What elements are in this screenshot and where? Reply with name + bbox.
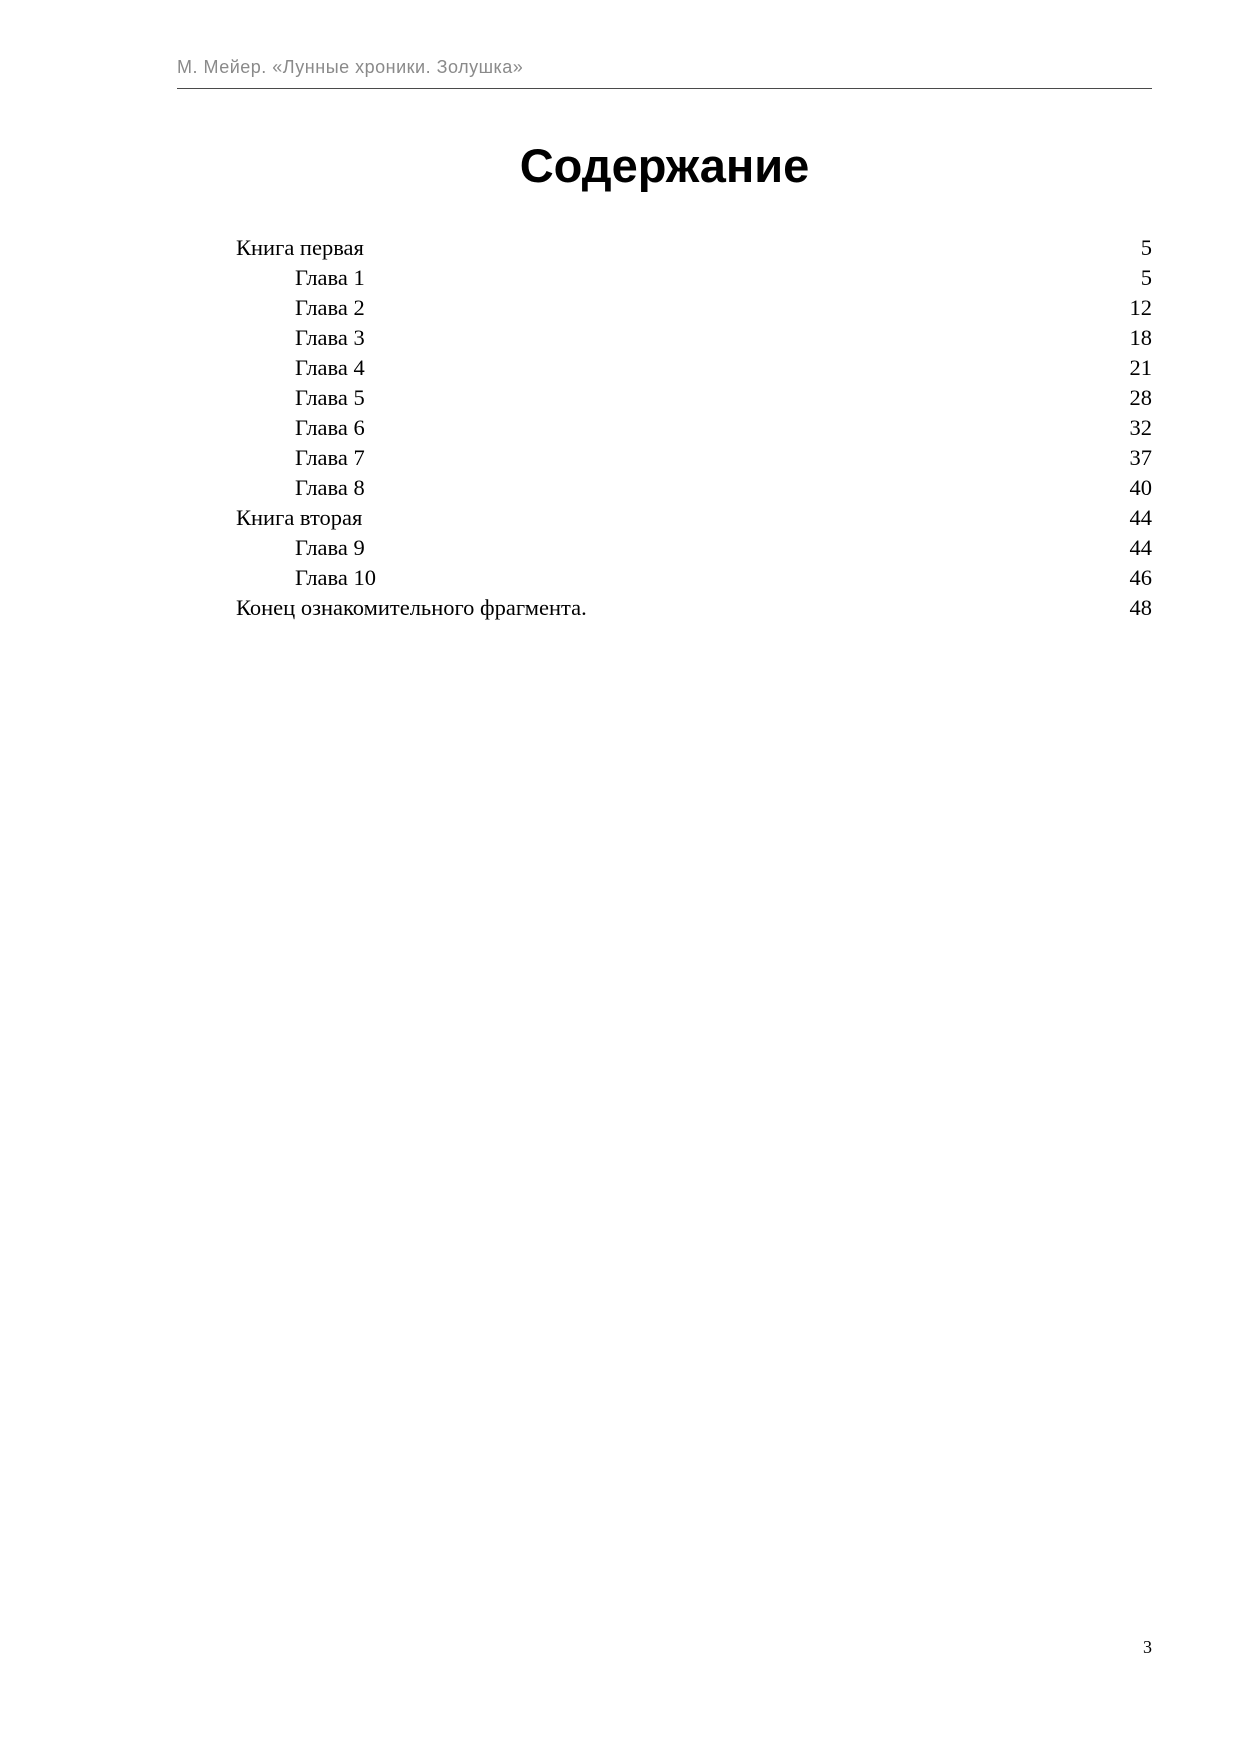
toc-entry-page: 12: [1129, 295, 1152, 320]
toc-entry-label: Глава 10: [295, 565, 376, 590]
header-divider: [177, 88, 1152, 89]
toc-entry-page: 44: [1129, 505, 1152, 530]
toc-entry-label: Глава 1: [295, 265, 365, 290]
toc-entry-chapter-8[interactable]: [236, 473, 1152, 503]
toc-entry-page: 44: [1129, 535, 1152, 560]
toc-entry-label: Глава 3: [295, 325, 365, 350]
toc-entry-page: 18: [1129, 325, 1152, 350]
toc-entry-label: Глава 9: [295, 535, 365, 560]
toc-entry-end-of-fragment[interactable]: [236, 593, 1152, 623]
page-number: 3: [1143, 1637, 1152, 1657]
toc-entry-label: Глава 5: [295, 385, 365, 410]
toc-entry-book-2[interactable]: [236, 503, 1152, 533]
toc-entry-page: 46: [1129, 565, 1152, 590]
toc-entry-label: Глава 6: [295, 415, 365, 440]
toc-entry-page: 5: [1140, 265, 1152, 290]
toc-entry-page: 32: [1129, 415, 1152, 440]
toc-entry-book-1[interactable]: [236, 233, 1152, 263]
toc-entry-label: Конец ознакомительного фрагмента.: [236, 595, 587, 620]
toc-entry-chapter-4[interactable]: [236, 353, 1152, 383]
toc-entry-chapter-7[interactable]: [236, 443, 1152, 473]
toc-entry-label: Глава 8: [295, 475, 365, 500]
toc-entry-chapter-10[interactable]: [236, 563, 1152, 593]
toc-entry-page: 21: [1129, 355, 1152, 380]
table-of-contents: [236, 233, 1152, 623]
toc-entry-label: Книга вторая: [236, 505, 363, 530]
toc-entry-chapter-1[interactable]: [236, 263, 1152, 293]
page-title: Содержание: [519, 139, 810, 192]
toc-entry-chapter-3[interactable]: [236, 323, 1152, 353]
toc-entry-label: Книга первая: [236, 235, 364, 260]
toc-entry-page: 5: [1140, 235, 1152, 260]
toc-entry-label: Глава 4: [295, 355, 365, 380]
toc-entry-page: 40: [1129, 475, 1152, 500]
toc-entry-label: Глава 7: [295, 445, 365, 470]
toc-entry-label: Глава 2: [295, 295, 365, 320]
toc-entry-chapter-6[interactable]: [236, 413, 1152, 443]
running-header: М. Мейер. «Лунные хроники. Золушка»: [177, 57, 524, 77]
toc-entry-page: 37: [1129, 445, 1152, 470]
toc-entry-page: 28: [1129, 385, 1152, 410]
toc-entry-chapter-5[interactable]: [236, 383, 1152, 413]
toc-entry-chapter-2[interactable]: [236, 293, 1152, 323]
toc-entry-page: 48: [1129, 595, 1152, 620]
toc-entry-chapter-9[interactable]: [236, 533, 1152, 563]
